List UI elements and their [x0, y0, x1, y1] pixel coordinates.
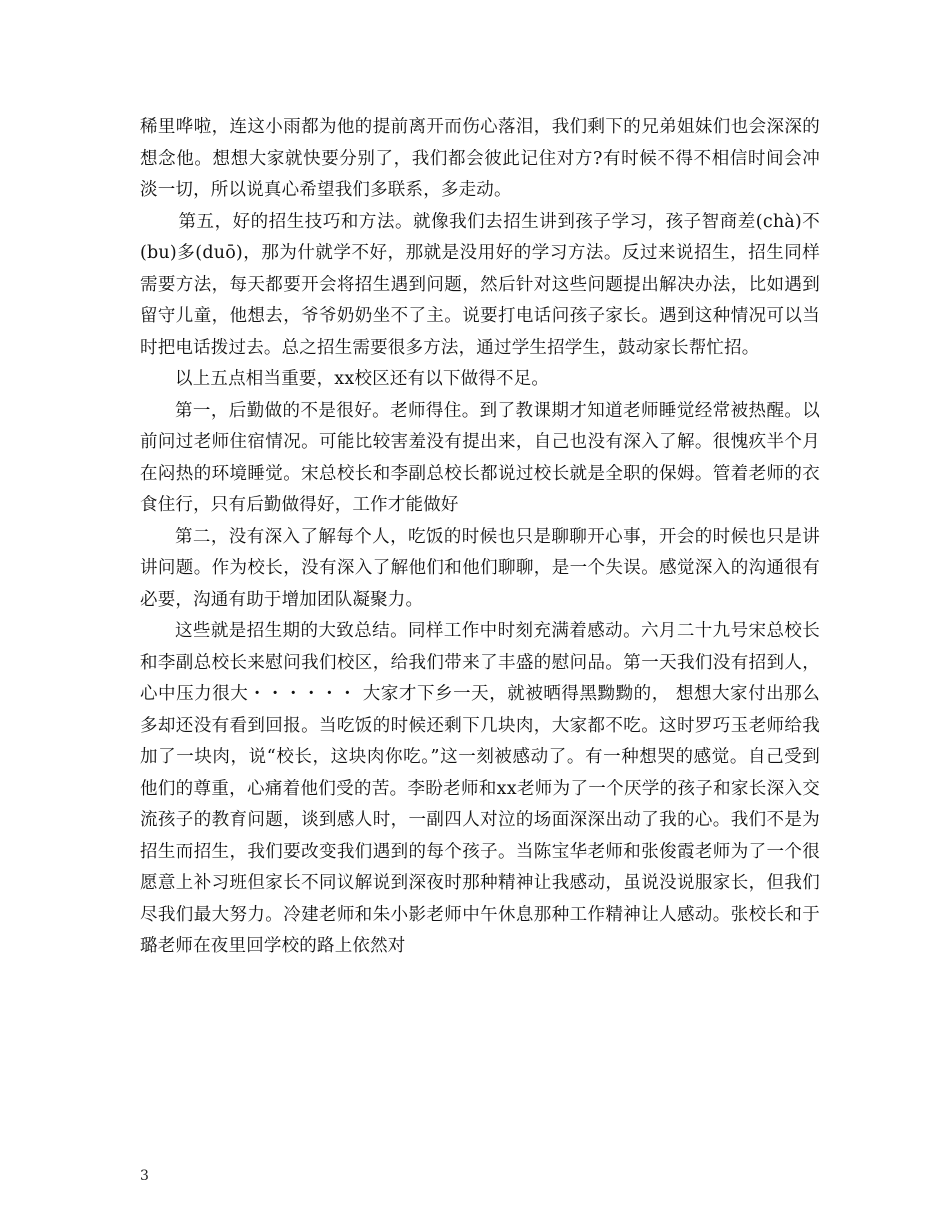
paragraph-shortcoming-one: 第一，后勤做的不是很好。老师得住。到了教课期才知道老师睡觉经常被热醒。以前问过老师住宿情况。可能比较害羞没有提出来，自己也没有深入了解。很愧疚半个月在闷热的环境睡觉。宋总校长和李副总校长都说过校长就是全职的保姆。管着老师的衣食住行，只有后勤做得好，工作才能做好	[140, 400, 820, 515]
paragraph-point-five: 第五，好的招生技巧和方法。就像我们去招生讲到孩子学习，孩子智商差(chà)不(bu)多(duō)，那为什就学不好，那就是没用好的学习方法。反过来说招生，招生同样需要方法，每天都要开会将招生遇到问题，然后针对这些问题提出解决办法，比如遇到留守儿童，他想去，爷爷奶奶坐不了主。说要打电话问孩子家长。遇到这种情况可以当时把电话拨过去。总之招生需要很多方法，通过学生招学生，鼓动家长帮忙招。	[140, 211, 820, 358]
page-number: 3	[140, 1168, 149, 1184]
document-body	[140, 112, 820, 963]
paragraph-shortcoming-two: 第二，没有深入了解每个人，吃饭的时候也只是聊聊开心事，开会的时候也只是讲讲问题。作为校长，没有深入了解他们和他们聊聊，是一个失误。感觉深入的沟通很有必要，沟通有助于增加团队凝聚力。	[140, 526, 820, 610]
paragraph-summary-intro: 以上五点相当重要，xx校区还有以下做得不足。	[175, 369, 550, 389]
paragraph-moving-moments: 这些就是招生期的大致总结。同样工作中时刻充满着感动。六月二十九号宋总校长和李副总校长来慰问我们校区，给我们带来了丰盛的慰问品。第一天我们没有招到人，心中压力很大・・・・・・ 大家才下乡一天，就被晒得黑黝黝的， 想想大家付出那么多却还没有看到回报。当吃饭的时候还剩下几块肉，大家都不吃。这时罗巧玉老师给我加了一块肉，说“校长，这块肉你吃。”这一刻被感动了。有一种想哭的感觉。自己受到他们的尊重，心痛着他们受的苦。李盼老师和xx老师为了一个厌学的孩子和家长深入交流孩子的教育问题，谈到感人时，一副四人对泣的场面深深出动了我的心。我们不是为招生而招生，我们要改变我们遇到的每个孩子。当陈宝华老师和张俊霞老师为了一个很愿意上补习班但家长不同议解说到深夜时那种精神让我感动，虽说没说服家长，但我们尽我们最大努力。冷建老师和朱小影老师中午休息那种工作精神让人感动。张校长和于璐老师在夜里回学校的路上依然对	[140, 621, 820, 956]
paragraph-continuation: 稀里哗啦，连这小雨都为他的提前离开而伤心落泪，我们剩下的兄弟姐妹们也会深深的想念他。想想大家就快要分别了，我们都会彼此记住对方?有时候不得不相信时间会冲淡一切，所以说真心希望我们多联系，多走动。	[140, 117, 820, 200]
